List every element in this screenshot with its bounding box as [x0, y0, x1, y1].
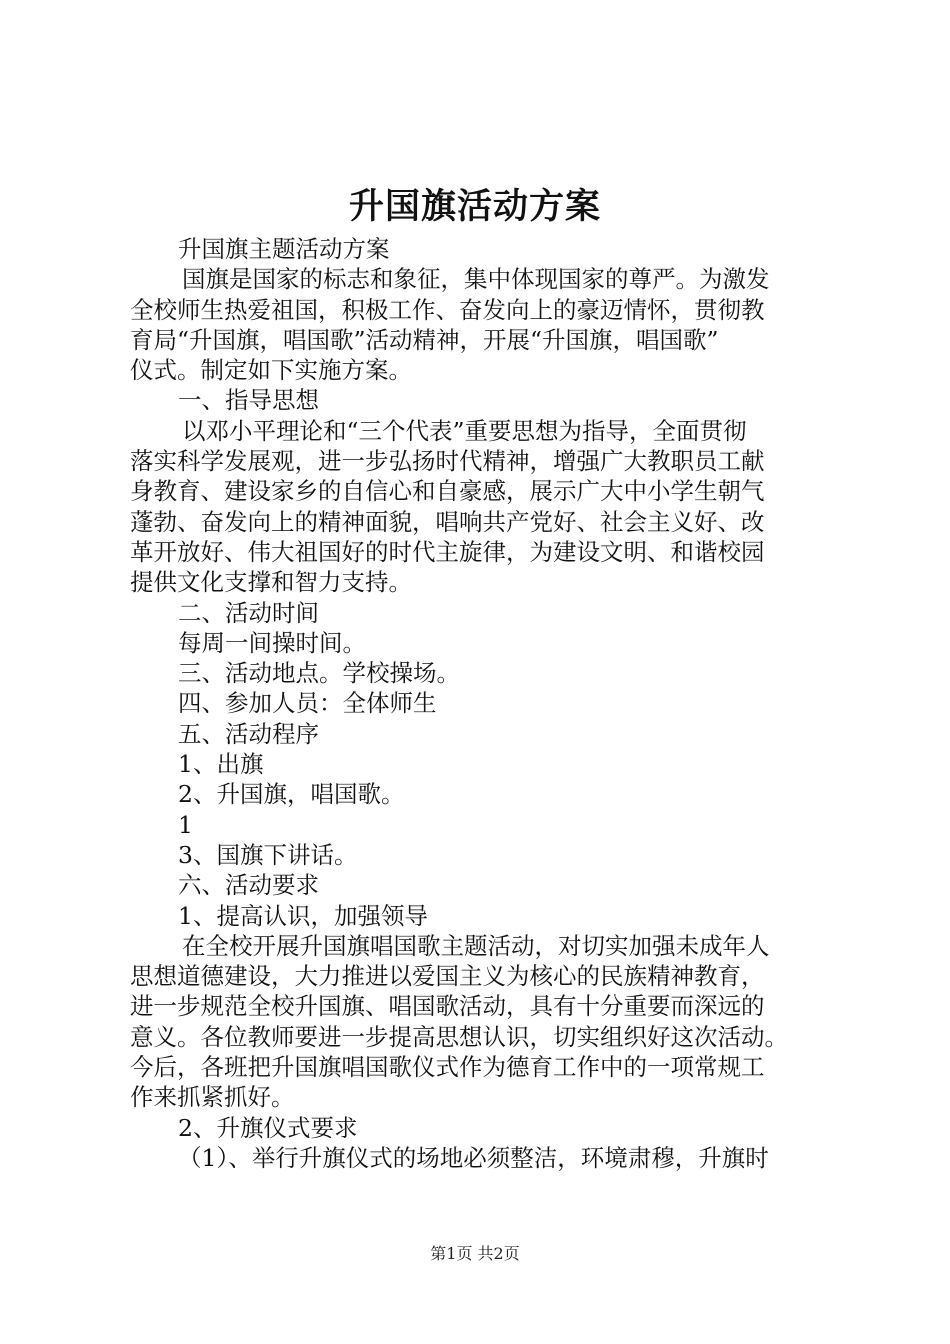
paragraph-line: 今后，各班把升国旗唱国歌仪式作为德育工作中的一项常规工 [130, 1053, 765, 1082]
section-heading: 六、活动要求 [178, 871, 319, 900]
section-heading: 五、活动程序 [178, 719, 319, 748]
paragraph-line: 育局“升国旗，唱国歌”活动精神，开展“升国旗，唱国歌” [130, 325, 719, 354]
paragraph-line: 仪式。制定如下实施方案。 [130, 356, 412, 385]
paragraph-line: 以邓小平理论和“三个代表”重要思想为指导，全面贯彻 [182, 416, 747, 445]
document-body [130, 234, 850, 1173]
page-number-footer: 第1页 共2页 [430, 1244, 520, 1263]
section-heading: 一、指导思想 [178, 386, 319, 415]
list-item: 1、出旗 [178, 750, 264, 779]
paragraph-line: 进一步规范全校升国旗、唱国歌活动，具有十分重要而深远的 [130, 992, 765, 1021]
list-item: 3、国旗下讲话。 [178, 840, 358, 869]
paragraph-line: 国旗是国家的标志和象征，集中体现国家的尊严。为激发 [182, 265, 770, 294]
stray-number: 1 [178, 810, 193, 839]
paragraph-line: 每周一间操时间。 [178, 628, 366, 657]
list-item: 2、升国旗，唱国歌。 [178, 780, 405, 809]
section-heading: 二、活动时间 [178, 598, 319, 627]
paragraph-line: 在全校开展升国旗唱国歌主题活动，对切实加强未成年人 [182, 931, 770, 960]
paragraph-line: 革开放好、伟大祖国好的时代主旋律，为建设文明、和谐校园 [130, 537, 765, 566]
paragraph-line: 身教育、建设家乡的自信心和自豪感，展示广大中小学生朝气 [130, 477, 765, 506]
paragraph-line: 落实科学发展观，进一步弘扬时代精神，增强广大教职员工献 [130, 447, 765, 476]
paragraph-line: 作来抓紧抓好。 [130, 1083, 295, 1112]
subsection-heading: 2、升旗仪式要求 [178, 1113, 358, 1142]
paragraph-line: 意义。各位教师要进一步提高思想认识，切实组织好这次活动。 [130, 1022, 788, 1051]
subtitle-line: 升国旗主题活动方案 [178, 235, 390, 263]
section-heading: 三、活动地点。学校操场。 [178, 659, 460, 688]
document-title: 升国旗活动方案 [348, 186, 601, 227]
paragraph-line: 思想道德建设，大力推进以爱国主义为核心的民族精神教育， [130, 962, 765, 991]
paragraph-line: 蓬勃、奋发向上的精神面貌，唱响共产党好、社会主义好、改 [130, 507, 765, 536]
subsection-heading: 1、提高认识，加强领导 [178, 901, 428, 930]
paragraph-line: （1）、举行升旗仪式的场地必须整洁，环境肃穆，升旗时 [178, 1143, 769, 1172]
paragraph-line: 提供文化支撑和智力支持。 [130, 568, 412, 597]
paragraph-line: 全校师生热爱祖国，积极工作、奋发向上的豪迈情怀，贯彻教 [130, 295, 765, 324]
section-heading: 四、参加人员：全体师生 [178, 689, 437, 718]
